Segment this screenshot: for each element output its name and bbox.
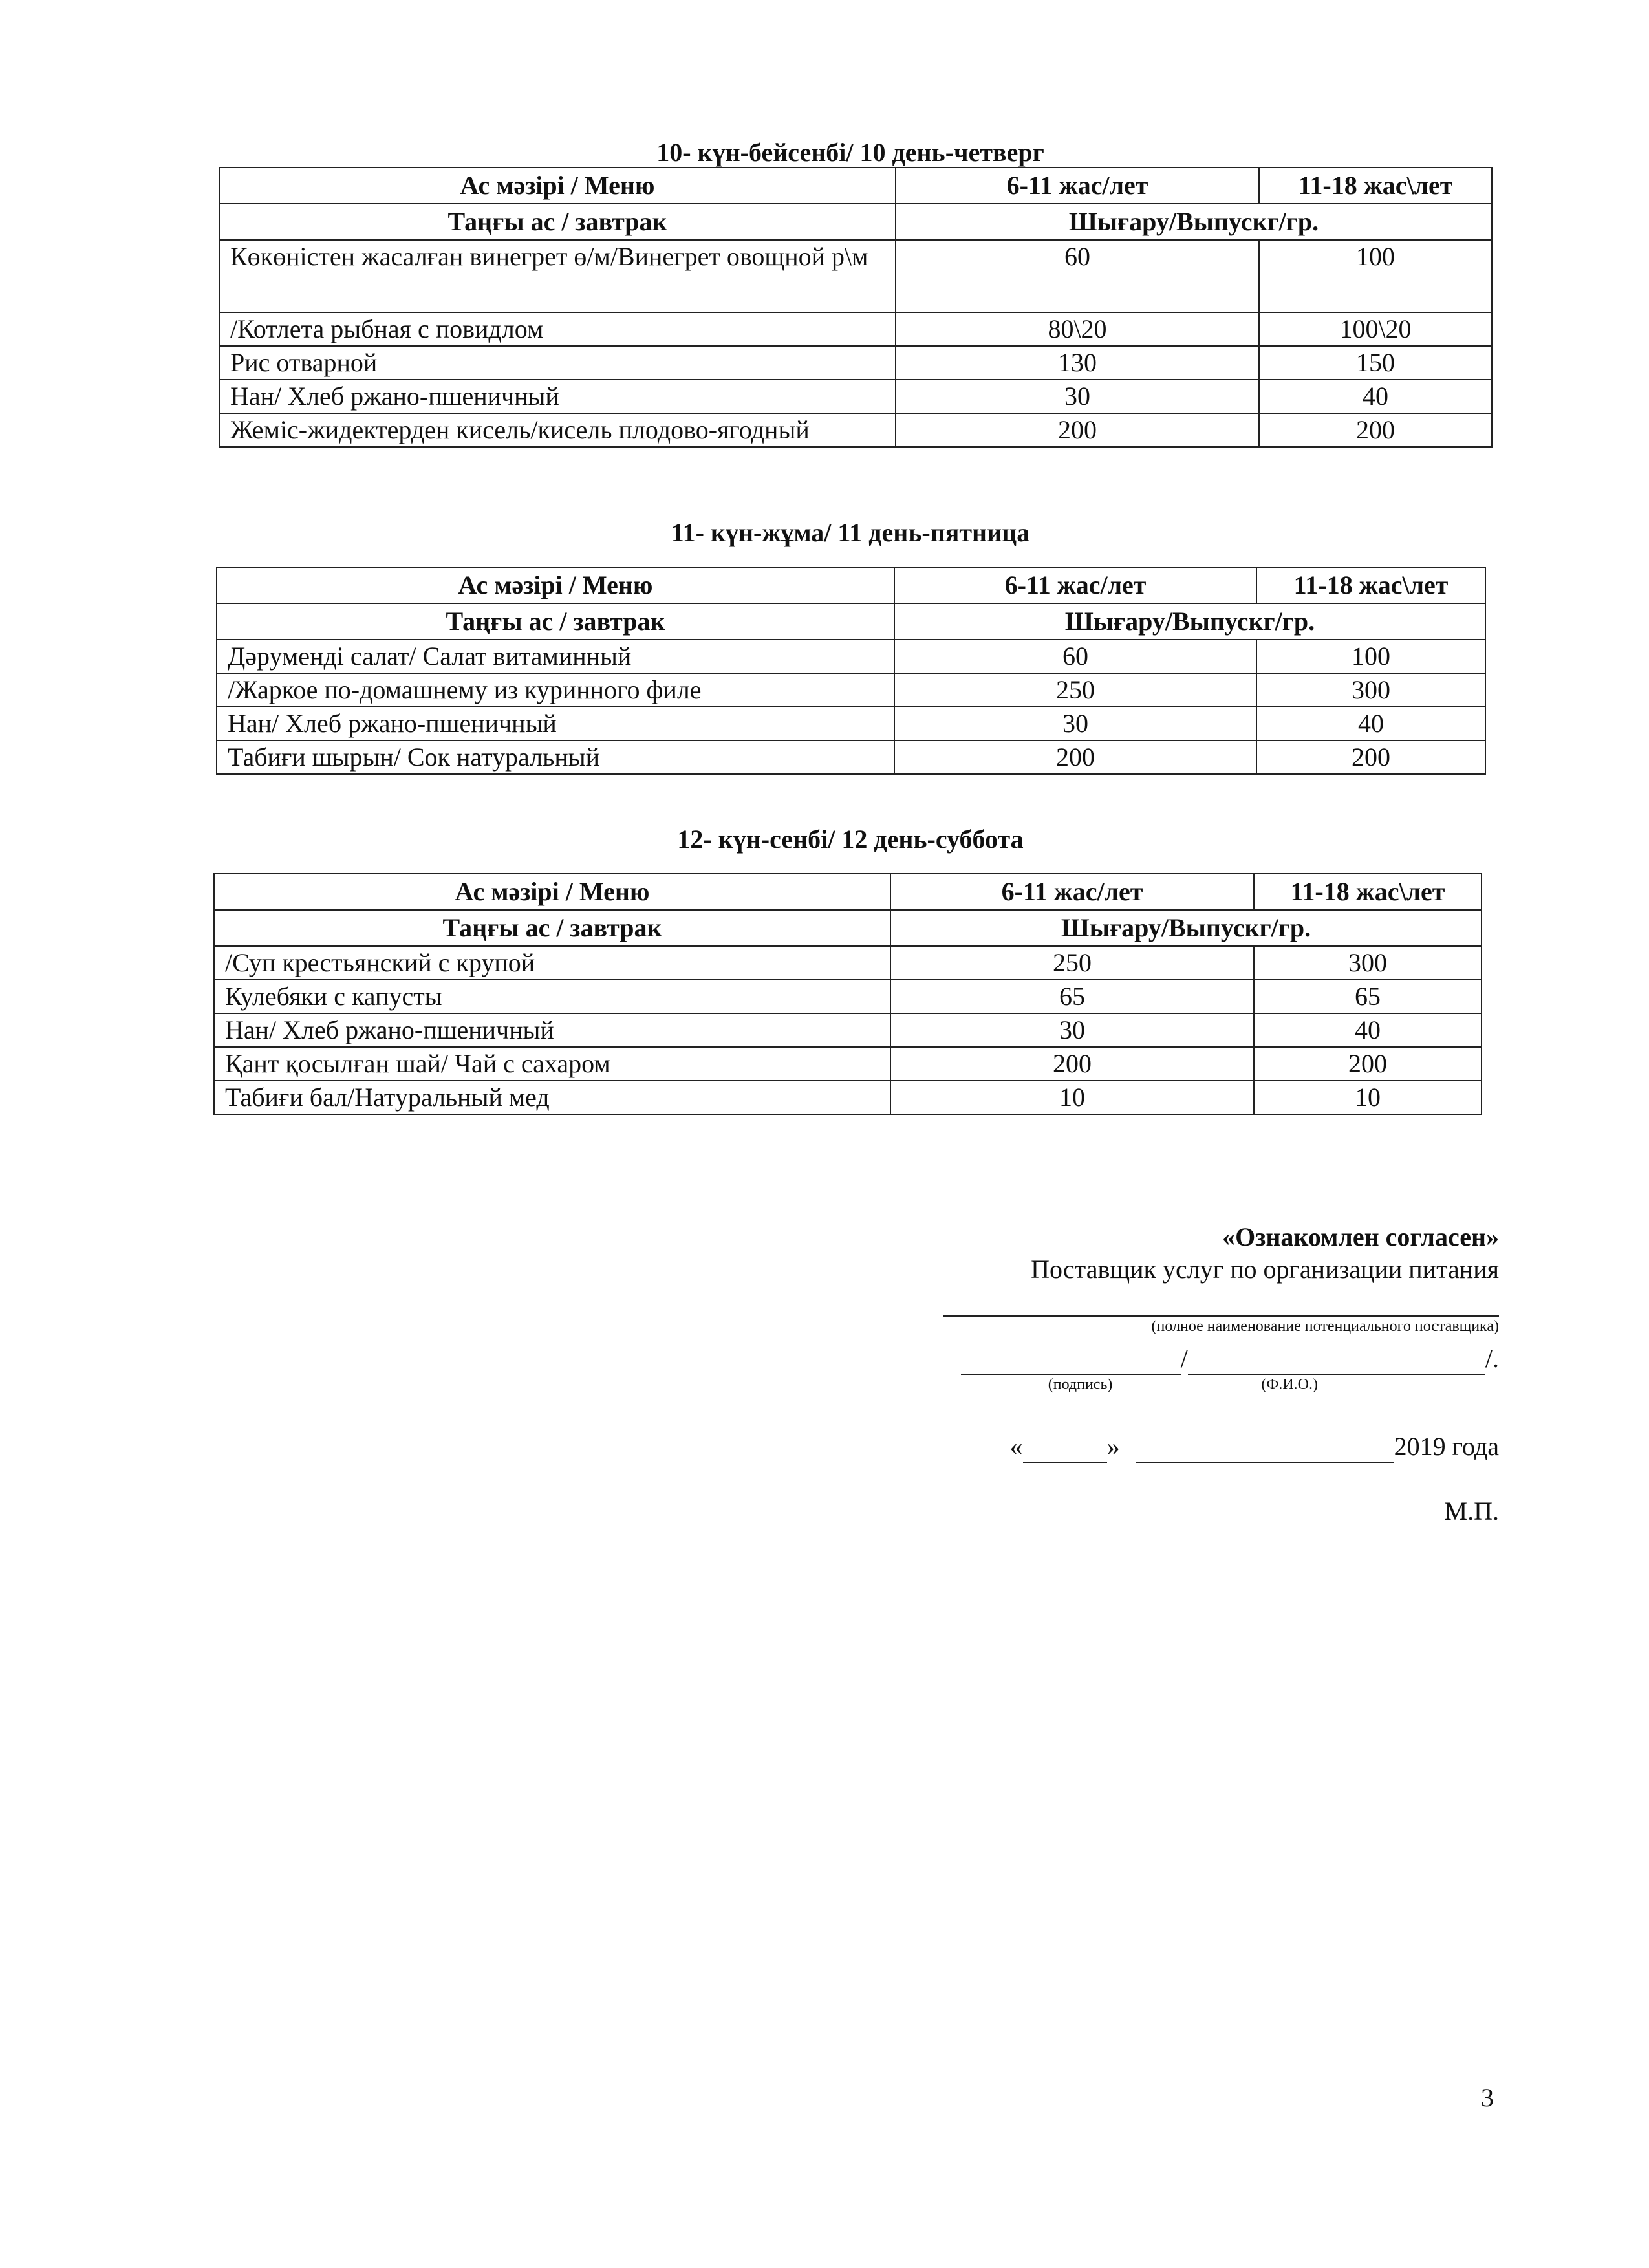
date-open-quote: « [1009,1432,1023,1461]
table-row [219,240,1492,312]
sign-line [961,1348,1181,1375]
fio-line [1188,1348,1485,1375]
table-header-row [214,874,1482,910]
portion-11-18: 100 [1256,640,1485,673]
output-header: Шығару/Выпускг/гр. [890,910,1482,946]
date-year: 2019 года [1394,1432,1499,1461]
portion-6-11: 10 [890,1081,1254,1114]
dish-name: Табиғи шырын/ Сок натуральный [217,740,894,774]
table-row [214,1013,1482,1047]
sign-row [852,1343,1499,1375]
dish-name: /Котлета рыбная с повидлом [219,312,896,346]
dish-name: Нан/ Хлеб ржано-пшеничный [214,1013,890,1047]
full-name-hint: (полное наименование потенциального поставщика) [1151,1318,1499,1335]
table-header-row [219,167,1492,204]
table-header-row [217,567,1485,603]
menu-table [219,167,1493,448]
table-row [219,312,1492,346]
table-row [219,413,1492,447]
output-header: Шығару/Выпускг/гр. [894,603,1485,640]
portion-6-11: 65 [890,980,1254,1013]
output-header: Шығару/Выпускг/гр. [896,204,1492,240]
sign-hint: (подпись) [1048,1376,1113,1393]
supplier-label: Поставщик услуг по организации питания [1031,1255,1499,1284]
portion-6-11: 30 [896,380,1259,413]
dish-name: Табиғи бал/Натуральный мед [214,1081,890,1114]
menu-header: Ас мәзірі / Меню [217,567,894,603]
page-number: 3 [1481,2083,1494,2112]
portion-11-18: 40 [1256,707,1485,740]
menu-header: Ас мәзірі / Меню [219,167,896,204]
dish-name: Рис отварной [219,346,896,380]
menu-header: Ас мәзірі / Меню [214,874,890,910]
age-6-11-header: 6-11 жас/лет [890,874,1254,910]
portion-6-11: 60 [894,640,1256,673]
table-row [214,1047,1482,1081]
sign-hints-row [852,1375,1499,1394]
table-row [214,980,1482,1013]
breakfast-header: Таңғы ас / завтрак [217,603,894,640]
portion-6-11: 200 [894,740,1256,774]
portion-11-18: 10 [1254,1081,1482,1114]
day-title: 12- күн-сенбі/ 12 день-суббота [677,825,1024,854]
date-close-quote: » [1106,1432,1120,1461]
menu-table [213,873,1482,1115]
portion-6-11: 30 [894,707,1256,740]
table-row [214,1081,1482,1114]
table-row [217,740,1485,774]
portion-6-11: 60 [896,240,1259,312]
portion-11-18: 150 [1259,346,1492,380]
portion-11-18: 200 [1256,740,1485,774]
portion-11-18: 40 [1254,1013,1482,1047]
table-subheader-row [217,603,1485,640]
portion-6-11: 200 [890,1047,1254,1081]
portion-6-11: 250 [890,946,1254,980]
dish-name: /Суп крестьянский с крупой [214,946,890,980]
stamp-place: М.П. [1444,1496,1499,1526]
menu-table [216,567,1486,775]
dish-name: Көкөністен жасалған винегрет ө/м/Винегрет овощной р\м [219,240,896,312]
sign-end: /. [1485,1344,1499,1373]
age-6-11-header: 6-11 жас/лет [896,167,1259,204]
date-month-line [1136,1436,1394,1463]
dish-name: Қант қосылған шай/ Чай с сахаром [214,1047,890,1081]
breakfast-header: Таңғы ас / завтрак [219,204,896,240]
portion-11-18: 200 [1259,413,1492,447]
date-row [852,1431,1499,1463]
dish-name: Кулебяки с капусты [214,980,890,1013]
age-11-18-header: 11-18 жас\лет [1259,167,1492,204]
portion-6-11: 130 [896,346,1259,380]
portion-11-18: 40 [1259,380,1492,413]
day-title: 11- күн-жұма/ 11 день-пятница [671,518,1030,547]
age-11-18-header: 11-18 жас\лет [1256,567,1485,603]
table-row [217,707,1485,740]
age-6-11-header: 6-11 жас/лет [894,567,1256,603]
dish-name: Жеміс-жидектерден кисель/кисель плодово-ягодный [219,413,896,447]
portion-11-18: 300 [1254,946,1482,980]
portion-11-18: 200 [1254,1047,1482,1081]
dish-name: Нан/ Хлеб ржано-пшеничный [217,707,894,740]
portion-11-18: 100\20 [1259,312,1492,346]
breakfast-header: Таңғы ас / завтрак [214,910,890,946]
age-11-18-header: 11-18 жас\лет [1254,874,1482,910]
date-day-line [1023,1436,1107,1463]
signature-heading: «Ознакомлен согласен» [1222,1222,1499,1251]
dish-name: /Жаркое по-домашнему из куринного филе [217,673,894,707]
table-subheader-row [214,910,1482,946]
dish-name: Дәрумендi салат/ Салат витаминный [217,640,894,673]
portion-6-11: 80\20 [896,312,1259,346]
fio-hint: (Ф.И.О.) [1261,1376,1318,1393]
portion-11-18: 300 [1256,673,1485,707]
signature-block [852,1221,1499,1528]
portion-6-11: 200 [896,413,1259,447]
day-title: 10- күн-бейсенбі/ 10 день-четверг [656,138,1044,167]
portion-11-18: 65 [1254,980,1482,1013]
dish-name: Нан/ Хлеб ржано-пшеничный [219,380,896,413]
portion-11-18: 100 [1259,240,1492,312]
table-row [217,640,1485,673]
table-row [219,346,1492,380]
table-row [214,946,1482,980]
table-subheader-row [219,204,1492,240]
portion-6-11: 250 [894,673,1256,707]
table-row [219,380,1492,413]
full-name-line [943,1290,1499,1317]
table-row [217,673,1485,707]
portion-6-11: 30 [890,1013,1254,1047]
sign-separator: / [1180,1344,1188,1373]
